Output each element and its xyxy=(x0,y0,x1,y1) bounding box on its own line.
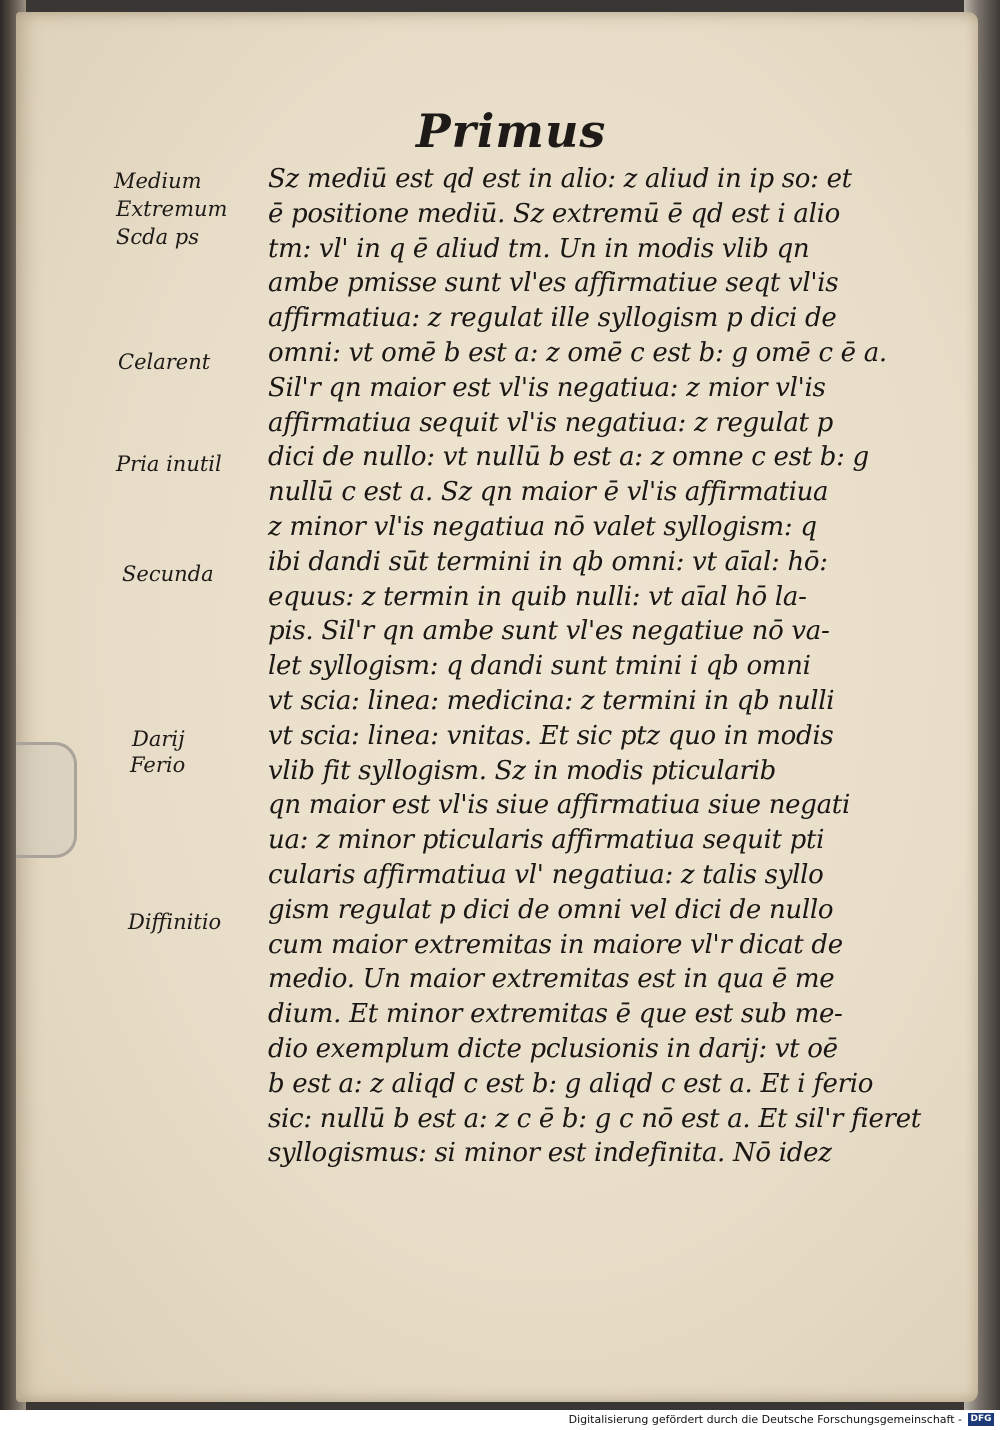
text-line: let syllogism: q dandi sunt tmini i qb omni xyxy=(268,651,811,682)
margin-note: Celarent xyxy=(118,350,211,374)
dfg-logo-icon: DFG xyxy=(968,1413,994,1426)
margin-note: Scda ps xyxy=(116,225,200,249)
text-line: vt scia: linea: medicina: z termini in qb nulli xyxy=(268,685,835,716)
book-page xyxy=(16,12,978,1402)
margin-note: Ferio xyxy=(130,753,186,777)
text-line: cularis affirmatiua vl' negatiua: z talis syllo xyxy=(268,859,824,890)
text-line: qn maior est vl'is siue affirmatiua siue negati xyxy=(268,790,850,821)
text-line: affirmatiua: z regulat ille syllogism p dici de xyxy=(268,303,837,334)
text-line: Sil'r qn maior est vl'is negatiua: z mior vl'is xyxy=(268,372,826,403)
text-line: equus: z termin in quib nulli: vt aīal hō la- xyxy=(268,581,807,612)
text-line: b est a: z aliqd c est b: g aliqd c est a. Et i ferio xyxy=(268,1068,874,1099)
text-line: dio exemplum dicte pclusionis in darij: vt oē xyxy=(268,1033,838,1064)
margin-note: Pria inutil xyxy=(116,452,222,476)
margin-note: Diffinitio xyxy=(128,910,222,934)
margin-note: Medium xyxy=(114,169,202,193)
marginalia-column xyxy=(16,12,266,1012)
text-line: dium. Et minor extremitas ē que est sub me- xyxy=(268,999,843,1030)
text-line: omni: vt omē b est a: z omē c est b: g omē c ē a. xyxy=(268,337,887,368)
text-line: cum maior extremitas in maiore vl'r dicat de xyxy=(268,929,843,960)
text-line: Sz mediū est qd est in alio: z aliud in ip so: et xyxy=(268,164,852,194)
text-line: tm: vl' in q ē aliud tm. Un in modis vlib qn xyxy=(268,233,810,264)
text-line: vt scia: linea: vnitas. Et sic ptz quo in modis xyxy=(268,720,834,751)
text-line: syllogismus: si minor est indefinita. Nō idez xyxy=(268,1138,832,1169)
margin-note: Darij xyxy=(132,727,185,751)
text-line: nullū c est a. Sz qn maior ē vl'is affirmatiua xyxy=(268,477,829,508)
text-line: gism regulat p dici de omni vel dici de nullo xyxy=(268,894,834,925)
digitization-credit: Digitalisierung gefördert durch die Deutsche Forschungsgemeinschaft - xyxy=(568,1413,962,1426)
text-line: affirmatiua sequit vl'is negatiua: z regulat p xyxy=(268,407,833,438)
text-line: pis. Sil'r qn ambe sunt vl'es negatiue nō va- xyxy=(268,616,830,647)
margin-note: Extremum xyxy=(116,197,228,221)
text-line: z minor vl'is negatiua nō valet syllogism: q xyxy=(268,511,817,542)
text-line: vlib fit syllogism. Sz in modis pticularib xyxy=(268,755,776,786)
page-heading: Primus xyxy=(416,104,607,158)
text-line: medio. Un maior extremitas est in qua ē me xyxy=(268,964,835,995)
body-text xyxy=(268,162,921,1171)
text-line: ua: z minor pticularis affirmatiua sequit pti xyxy=(268,825,825,856)
text-line: ambe pmisse sunt vl'es affirmatiue seqt vl'is xyxy=(268,268,839,299)
text-line: sic: nullū b est a: z c ē b: g c nō est a. Et sil'r fieret xyxy=(268,1103,921,1134)
text-line: ē positione mediū. Sz extremū ē qd est i alio xyxy=(268,198,840,229)
footer-bar xyxy=(0,1410,1000,1430)
text-line: dici de nullo: vt nullū b est a: z omne c est b: g xyxy=(268,442,869,473)
text-line: ibi dandi sūt termini in qb omni: vt aīal: hō: xyxy=(268,546,828,577)
margin-note: Secunda xyxy=(122,562,214,586)
